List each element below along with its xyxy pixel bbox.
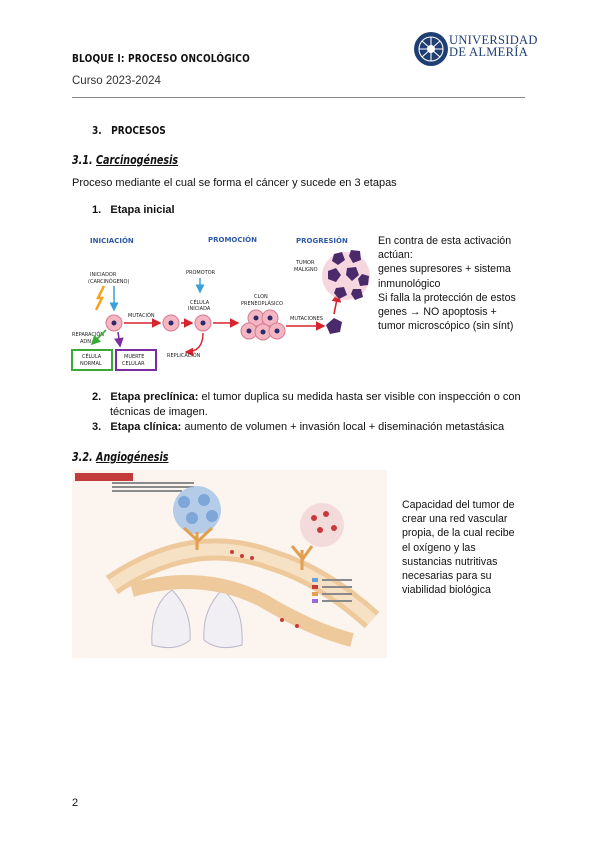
figure-caption-lines	[112, 482, 194, 492]
stage-1-heading	[92, 204, 175, 216]
label-mutaciones: MUTACIONES	[290, 316, 323, 322]
side-note-line: Capacidad del tumor de	[402, 499, 515, 511]
cell-nucleus	[169, 321, 174, 326]
label-muerte-2: CELULAR	[122, 361, 145, 367]
side-note-line: el oxígeno y las	[402, 541, 476, 554]
stage-2-text: el tumor duplica su medida hasta ser visible con inspección o con	[201, 391, 521, 403]
celula-normal-box	[72, 350, 112, 370]
label-adn: ADN	[80, 339, 92, 345]
page-number: 2	[72, 797, 79, 809]
tumor-cell	[326, 318, 342, 334]
arrow-replicacion	[186, 333, 203, 352]
stage-3-label: Etapa clínica:	[110, 421, 182, 433]
stage-3-text: aumento de volumen + invasión local + diseminación metastásica	[184, 421, 505, 433]
label-celula-iniciada-1: CÉLULA	[190, 300, 210, 306]
stage-2-number: 2.	[92, 391, 102, 403]
logo-line-1: UNIVERSIDAD	[449, 33, 538, 47]
side-note-line: inmunológico	[378, 277, 441, 290]
subsection-number: 3.1.	[72, 153, 93, 167]
label-reparacion: REPARACIÓN	[72, 332, 104, 338]
label-replicacion: REPLICACIÓN	[167, 353, 201, 359]
document-header-title: BLOQUE I: PROCESO ONCOLÓGICO	[72, 52, 250, 65]
carcinogenesis-diagram	[66, 226, 372, 376]
stage-2-item	[92, 390, 532, 404]
cell-nucleus	[201, 321, 206, 326]
header-divider	[72, 97, 525, 98]
subsection-number: 3.2.	[72, 450, 93, 464]
side-note-line: Si falla la protección de estos	[378, 291, 516, 304]
lightning-icon	[96, 286, 104, 310]
label-maligno: MALIGNO	[294, 267, 318, 273]
section-number: 3.	[92, 124, 102, 137]
stage-2-text-continued: técnicas de imagen.	[110, 406, 208, 418]
label-progresion: PROGRESIÓN	[296, 237, 348, 245]
side-note-line: crear una red vascular	[402, 513, 508, 526]
stage-3-number: 3.	[92, 421, 102, 433]
side-note-line: actúan:	[378, 249, 413, 262]
label-celula-iniciada-2: INICIADA	[188, 306, 211, 312]
side-note-line: genes → NO apoptosis +	[378, 306, 497, 319]
preneoplastic-clone	[241, 310, 285, 340]
side-note-line: viabilidad biológica	[402, 584, 491, 597]
label-clon: CLON	[254, 294, 268, 300]
subsection-title: Angiogénesis	[96, 450, 169, 464]
angiogenesis-diagram	[72, 470, 387, 658]
label-iniciador: INICIADOR	[90, 272, 117, 278]
angiogenesis-figure-tag	[75, 473, 133, 481]
course-label: Curso 2023-2024	[72, 75, 161, 87]
side-note-line: tumor microscópico (sin sínt)	[378, 320, 514, 333]
side-note-line: necesarias para su	[402, 570, 492, 583]
angiogenesis-side-note	[402, 498, 532, 597]
label-promocion: PROMOCIÓN	[208, 236, 257, 244]
label-celula-normal-1: CÉLULA	[82, 354, 102, 360]
stage-3-item	[92, 420, 532, 434]
label-iniciacion: INICIACIÓN	[90, 237, 134, 245]
arrow-purple	[118, 332, 120, 346]
label-preneoplasico: PRENEOPLÁSICO	[241, 301, 283, 307]
muerte-celular-box	[116, 350, 156, 370]
section-heading	[92, 124, 166, 137]
label-muerte-1: MUERTE	[124, 354, 145, 360]
subsection-title: Carcinogénesis	[96, 153, 179, 167]
stage-1-label: Etapa inicial	[110, 204, 175, 216]
carcinogenesis-intro: Proceso mediante el cual se forma el cáncer y sucede en 3 etapas	[72, 177, 397, 189]
stage-1-number: 1.	[92, 204, 102, 216]
label-carcinogeno: (CARCINÓGENO)	[88, 279, 130, 285]
logo-line-2: DE ALMERÍA	[449, 45, 529, 59]
section-title: PROCESOS	[111, 124, 166, 137]
label-promotor: PROMOTOR	[186, 270, 216, 276]
side-note-line: sustancias nutritivas	[402, 555, 498, 568]
university-logo-text	[449, 34, 538, 58]
cell-nucleus	[112, 321, 117, 326]
subsection-heading-carcinogenesis	[72, 153, 178, 167]
malignant-tumor-cluster	[322, 250, 370, 300]
label-celula-normal-2: NORMAL	[80, 361, 102, 367]
label-tumor: TUMOR	[296, 260, 315, 266]
side-note-line: genes supresores + sistema	[378, 263, 511, 276]
side-note-line: propia, de la cual recibe	[402, 527, 515, 540]
side-note-line: En contra de esta activación	[378, 235, 512, 247]
label-mutacion: MUTACIÓN	[128, 313, 155, 319]
stage-2-label: Etapa preclínica:	[110, 391, 199, 403]
subsection-heading-angiogenesis	[72, 450, 168, 464]
carcinogenesis-side-note	[378, 234, 538, 333]
